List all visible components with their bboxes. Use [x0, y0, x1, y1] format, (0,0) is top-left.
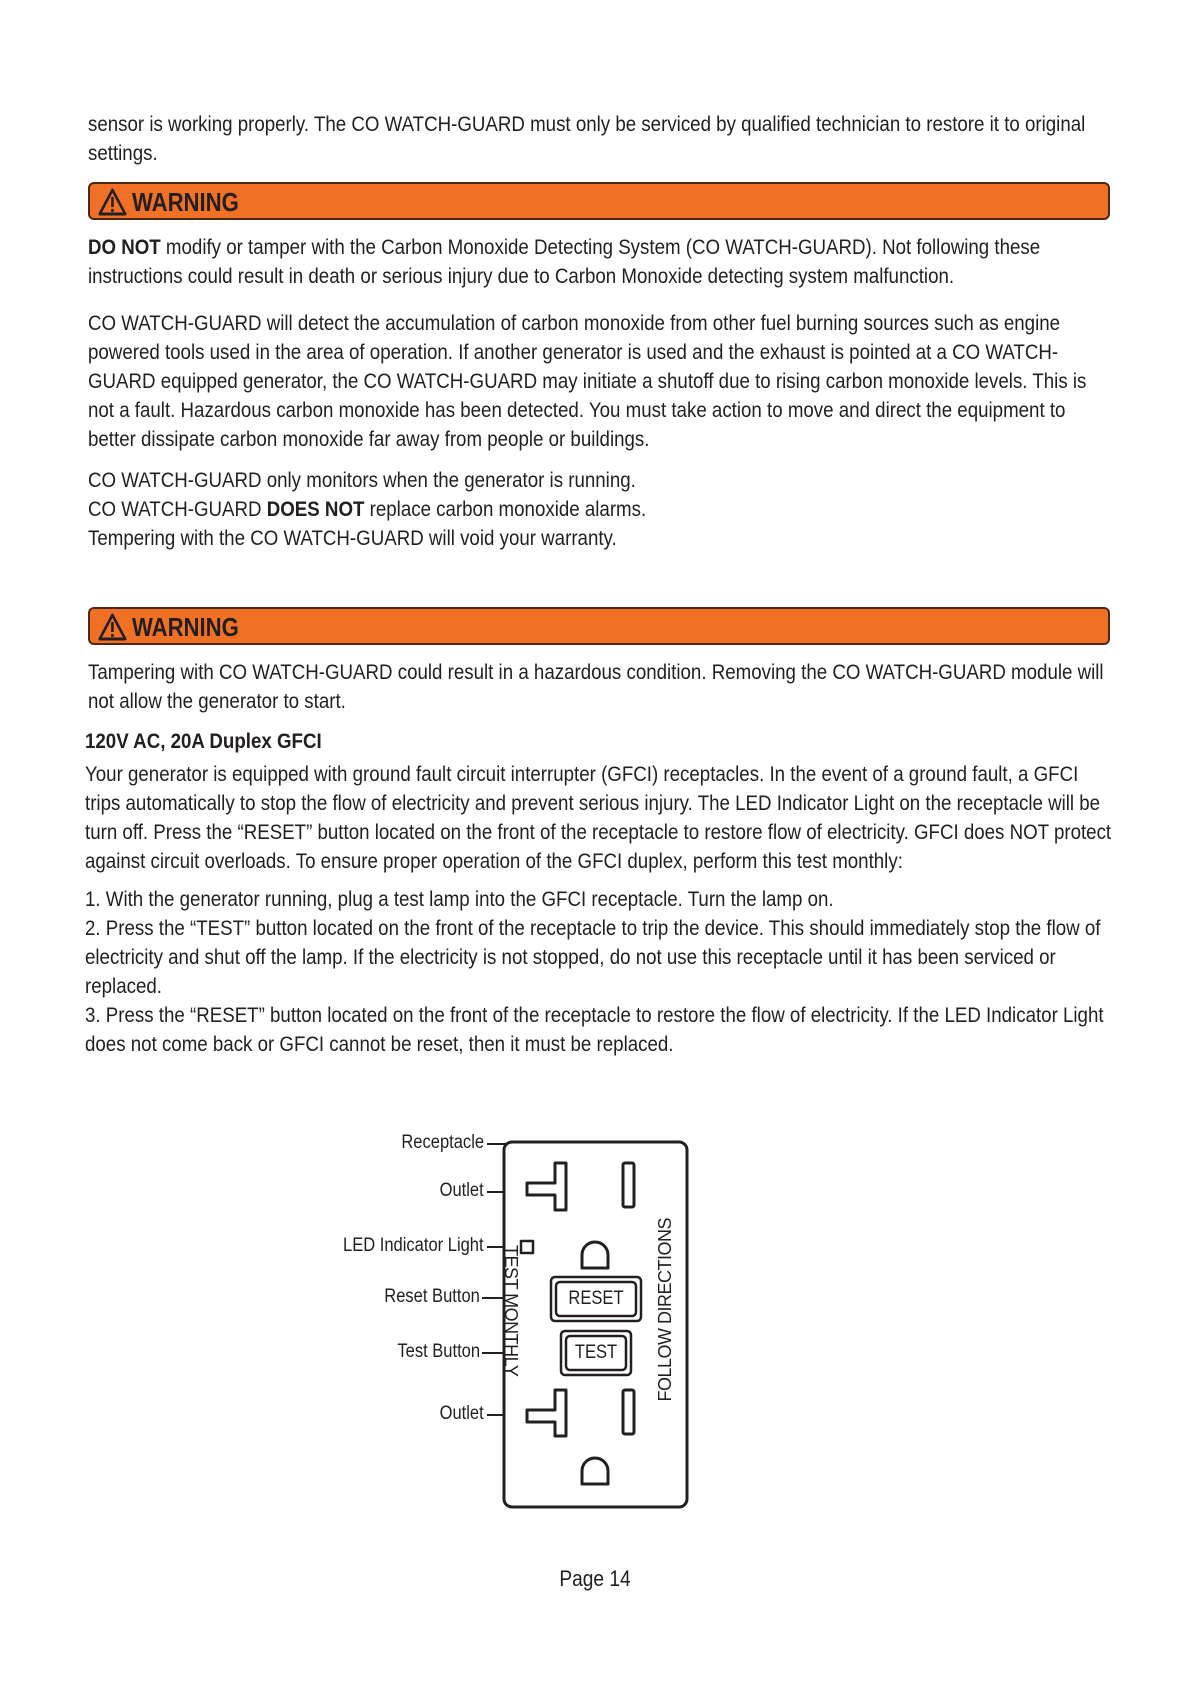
intro-text: sensor is working properly. The CO WATCH-GUARD must only be serviced by qualified technician to restore it to original settings. — [88, 112, 1086, 165]
label-test-button: Test Button — [397, 1341, 480, 1362]
warning-2-body — [88, 658, 1132, 716]
warning-2-label: WARNING — [132, 612, 239, 642]
warning-triangle-icon — [98, 613, 127, 641]
detect-text: CO WATCH-GUARD will detect the accumulation of carbon monoxide from other fuel burning sources such as engine powered tools used in the area of operation. If another generator is used and the exhaust is pointed at a CO WATCH-GUARD equipped generator, the CO WATCH-GUARD may initiate a shutoff due to rising carbon monoxide levels. This is not a fault. Hazardous carbon monoxide has been detected. You must take action to move and direct the equipment to better dissipate carbon monoxide far away from people or buildings. — [88, 311, 1087, 451]
detect-paragraph — [88, 309, 1132, 454]
do-not-lead: DO NOT — [88, 235, 161, 259]
gfci-section — [85, 727, 1129, 1059]
warning-1-rest: modify or tamper with the Carbon Monoxide Detecting System (CO WATCH-GUARD). Not following these instructions could result in death or serious injury due to Carbon Monoxide detecting system malfunction. — [88, 235, 1041, 288]
label-receptacle: Receptacle — [401, 1132, 484, 1153]
gfci-step-1: 1. With the generator running, plug a test lamp into the GFCI receptacle. Turn the lamp on. — [85, 887, 834, 911]
page-number — [0, 1566, 1190, 1592]
page-number-text: Page 14 — [559, 1566, 631, 1591]
gfci-receptacle-diagram — [0, 1120, 1190, 1540]
monitor-line-3: Tempering with the CO WATCH-GUARD will void your warranty. — [88, 526, 617, 550]
gfci-heading: 120V AC, 20A Duplex GFCI — [85, 729, 322, 753]
warning-2-text: Tampering with CO WATCH-GUARD could result in a hazardous condition. Removing the CO WATCH-GUARD module will not allow the generator to start. — [88, 660, 1104, 713]
label-outlet-bottom: Outlet — [439, 1403, 484, 1424]
warning-banner-1 — [88, 182, 1110, 220]
monitor-line-1: CO WATCH-GUARD only monitors when the generator is running. — [88, 468, 636, 492]
does-not-bold: DOES NOT — [266, 497, 365, 521]
monitor-line-2-post: replace carbon monoxide alarms. — [364, 497, 647, 521]
label-outlet-top: Outlet — [439, 1180, 484, 1201]
intro-paragraph — [88, 110, 1132, 168]
label-led-indicator: LED Indicator Light — [343, 1235, 484, 1256]
warning-banner-2 — [88, 607, 1110, 645]
warning-1-text — [88, 233, 1108, 291]
reset-button-text: RESET — [568, 1288, 624, 1309]
test-button-text: TEST — [574, 1342, 618, 1363]
warning-1-label: WARNING — [132, 187, 239, 217]
gfci-intro: Your generator is equipped with ground fault circuit interrupter (GFCI) receptacles. In the event of a ground fault, a GFCI trips automatically to stop the flow of electricity and prevent serious injury. The LED Indicator Light on the receptacle will be turn off. Press the “RESET” button located on the front of the receptacle to restore flow of electricity. GFCI does NOT protect against circuit overloads. To ensure proper operation of the GFCI duplex, perform this test monthly: — [85, 762, 1112, 873]
warning-title-2 — [98, 611, 239, 643]
warning-1-body — [88, 233, 1132, 291]
gfci-step-3: 3. Press the “RESET” button located on the front of the receptacle to restore the flow of electricity. If the LED Indicator Light does not come back or GFCI cannot be reset, then it must be replaced. — [85, 1003, 1104, 1056]
follow-directions-text: FOLLOW DIRECTIONS — [655, 1218, 675, 1402]
monitor-line-2-pre: CO WATCH-GUARD — [88, 497, 267, 521]
receptacle-drawing — [0, 1120, 1190, 1540]
monitor-lines — [88, 466, 1132, 553]
warning-title-1 — [98, 186, 239, 218]
gfci-step-2: 2. Press the “TEST” button located on the front of the receptacle to trip the device. This should immediately stop the flow of electricity and shut off the lamp. If the electricity is not stopped, do not use this receptacle until it has been serviced or replaced. — [85, 916, 1101, 998]
warning-triangle-icon — [98, 188, 127, 216]
test-monthly-text: TEST MONTHLY — [501, 1245, 521, 1377]
label-reset-button: Reset Button — [384, 1286, 480, 1307]
monitor-line-2 — [88, 495, 1132, 524]
